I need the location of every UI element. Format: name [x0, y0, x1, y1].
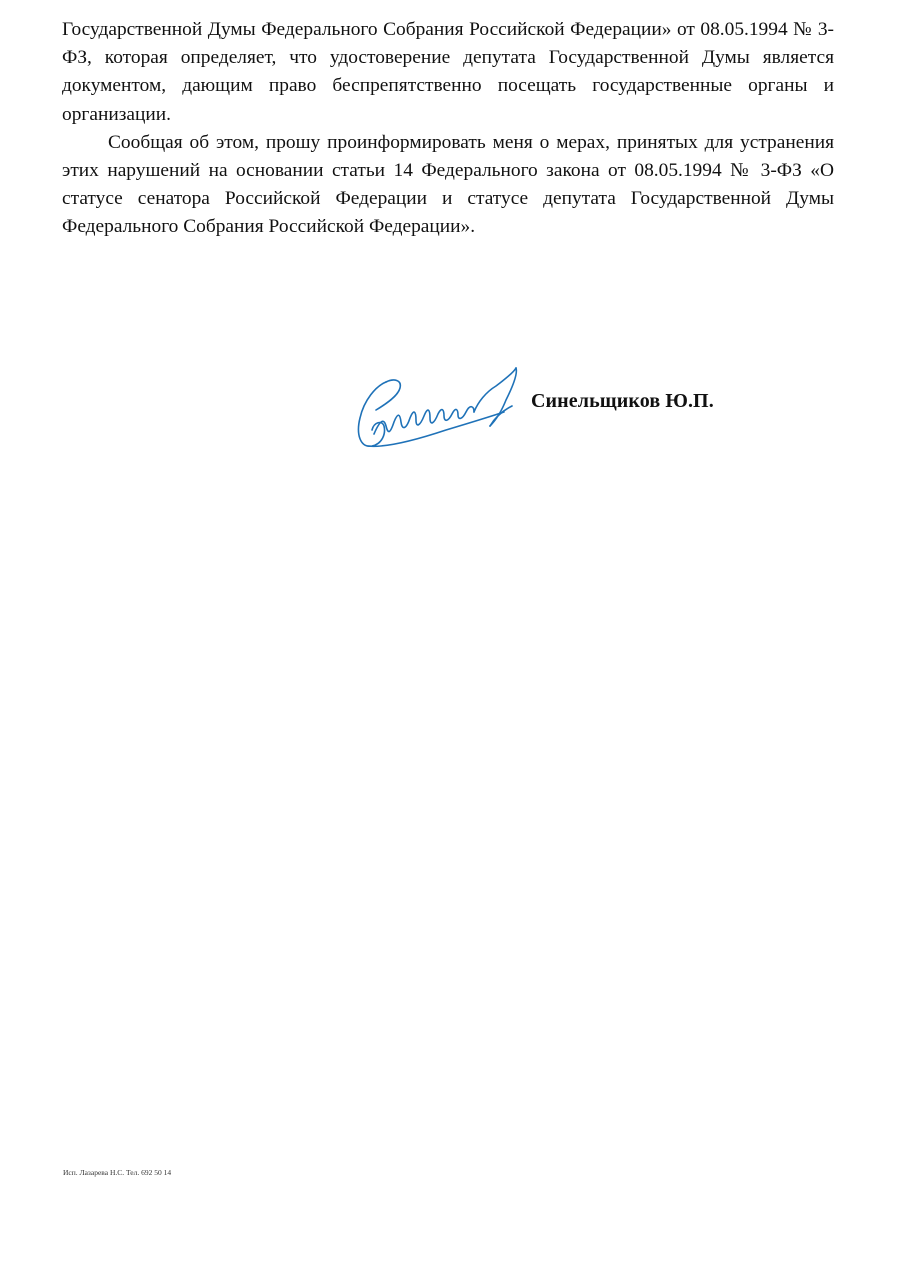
signer-name: Синельщиков Ю.П. — [531, 390, 714, 412]
executor-footer-note: Исп. Лазарева Н.С. Тел. 692 50 14 — [63, 1168, 172, 1177]
signature-block — [340, 360, 780, 470]
body-paragraph-1: Государственной Думы Федерального Собрания Российской Федерации» от 08.05.1994 № 3-ФЗ, которая определяет, что удостоверение депутата Государственной Думы является документом, дающим право беспрепятственно посещать государственные органы и организации. — [62, 19, 834, 125]
body-paragraph-2: Сообщая об этом, прошу проинформировать меня о мерах, принятых для устранения этих нарушений на основании статьи 14 Федерального закона от 08.05.1994 № 3-ФЗ «О статусе сенатора Российской Федерации и статусе депутата Государственной Думы Федерального Собрания Российской Федерации». — [62, 131, 834, 238]
letter-body — [62, 16, 834, 242]
handwritten-signature — [346, 360, 530, 460]
